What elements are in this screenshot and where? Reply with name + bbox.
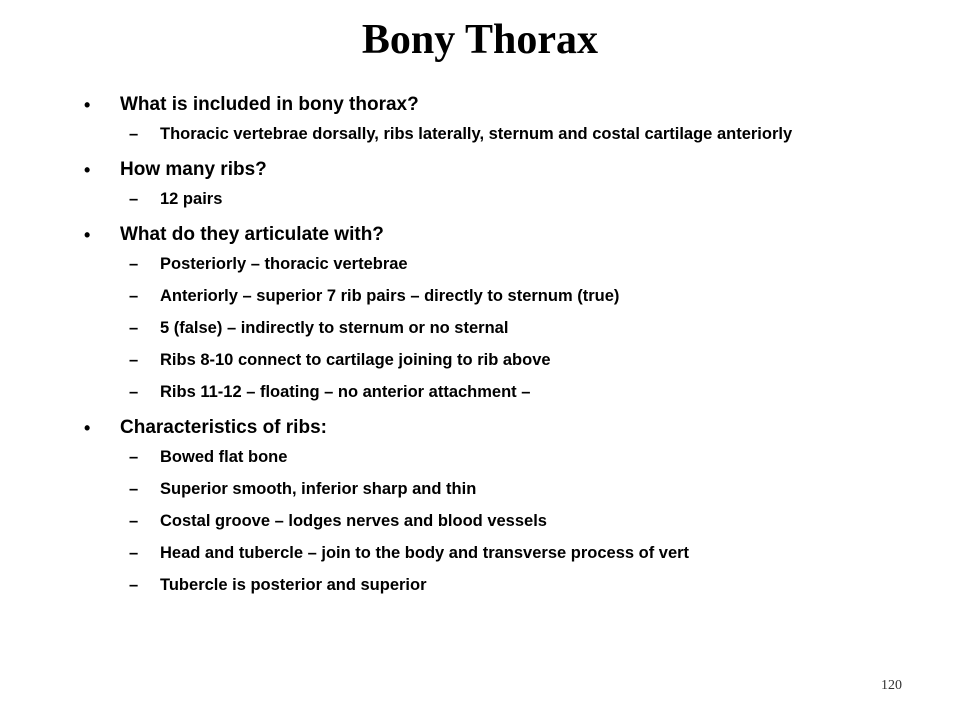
bullet-item (78, 415, 878, 596)
dash-icon: – (129, 512, 139, 530)
dash-icon: – (129, 383, 139, 401)
dash-icon: – (129, 319, 139, 337)
sub-bullet-text: Thoracic vertebrae dorsally, ribs laterally, sternum and costal cartilage anteriorly (160, 125, 793, 143)
sub-bullet-text: Posteriorly – thoracic vertebrae (160, 255, 408, 273)
dash-icon: – (129, 287, 139, 305)
sub-bullet-item (120, 511, 878, 532)
dash-icon: – (129, 480, 139, 498)
sub-bullet-item (120, 189, 878, 210)
sub-bullet-text: Tubercle is posterior and superior (160, 576, 427, 594)
bullet-text: Characteristics of ribs: (120, 417, 327, 438)
sub-bullet-list (120, 254, 878, 403)
dash-icon: – (129, 448, 139, 466)
sub-bullet-list (120, 447, 878, 596)
bullet-item (78, 92, 878, 145)
sub-bullet-list (120, 124, 878, 145)
bullet-dot-icon: • (84, 160, 91, 180)
bullet-text: How many ribs? (120, 159, 267, 180)
bullet-list (78, 92, 878, 596)
bullet-dot-icon: • (84, 95, 91, 115)
sub-bullet-item (120, 543, 878, 564)
sub-bullet-text: Costal groove – lodges nerves and blood vessels (160, 512, 547, 530)
sub-bullet-text: 5 (false) – indirectly to sternum or no sternal (160, 319, 509, 337)
sub-bullet-text: Ribs 8-10 connect to cartilage joining to rib above (160, 351, 551, 369)
sub-bullet-text: Superior smooth, inferior sharp and thin (160, 480, 477, 498)
sub-bullet-item (120, 575, 878, 596)
sub-bullet-text: Anteriorly – superior 7 rib pairs – directly to sternum (true) (160, 287, 620, 305)
sub-bullet-text: Bowed flat bone (160, 448, 288, 466)
sub-bullet-list (120, 189, 878, 210)
dash-icon: – (129, 351, 139, 369)
slide-title: Bony Thorax (361, 17, 599, 63)
dash-icon: – (129, 190, 139, 208)
bullet-item (78, 157, 878, 210)
sub-bullet-item (120, 254, 878, 275)
dash-icon: – (129, 544, 139, 562)
bullet-dot-icon: • (84, 418, 91, 438)
sub-bullet-item (120, 350, 878, 371)
sub-bullet-item (120, 479, 878, 500)
bullet-dot-icon: • (84, 225, 91, 245)
sub-bullet-text: 12 pairs (160, 190, 223, 208)
dash-icon: – (129, 576, 139, 594)
sub-bullet-item (120, 382, 878, 403)
sub-bullet-item (120, 447, 878, 468)
bullet-item (78, 222, 878, 403)
bullet-text: What do they articulate with? (120, 224, 384, 245)
sub-bullet-text: Ribs 11-12 – floating – no anterior attachment – (160, 383, 531, 401)
sub-bullet-text: Head and tubercle – join to the body and transverse process of vert (160, 544, 690, 562)
sub-bullet-item (120, 318, 878, 339)
sub-bullet-item (120, 286, 878, 307)
sub-bullet-item (120, 124, 878, 145)
page-number: 120 (881, 678, 902, 693)
dash-icon: – (129, 125, 139, 143)
bullet-text: What is included in bony thorax? (120, 94, 419, 115)
dash-icon: – (129, 255, 139, 273)
